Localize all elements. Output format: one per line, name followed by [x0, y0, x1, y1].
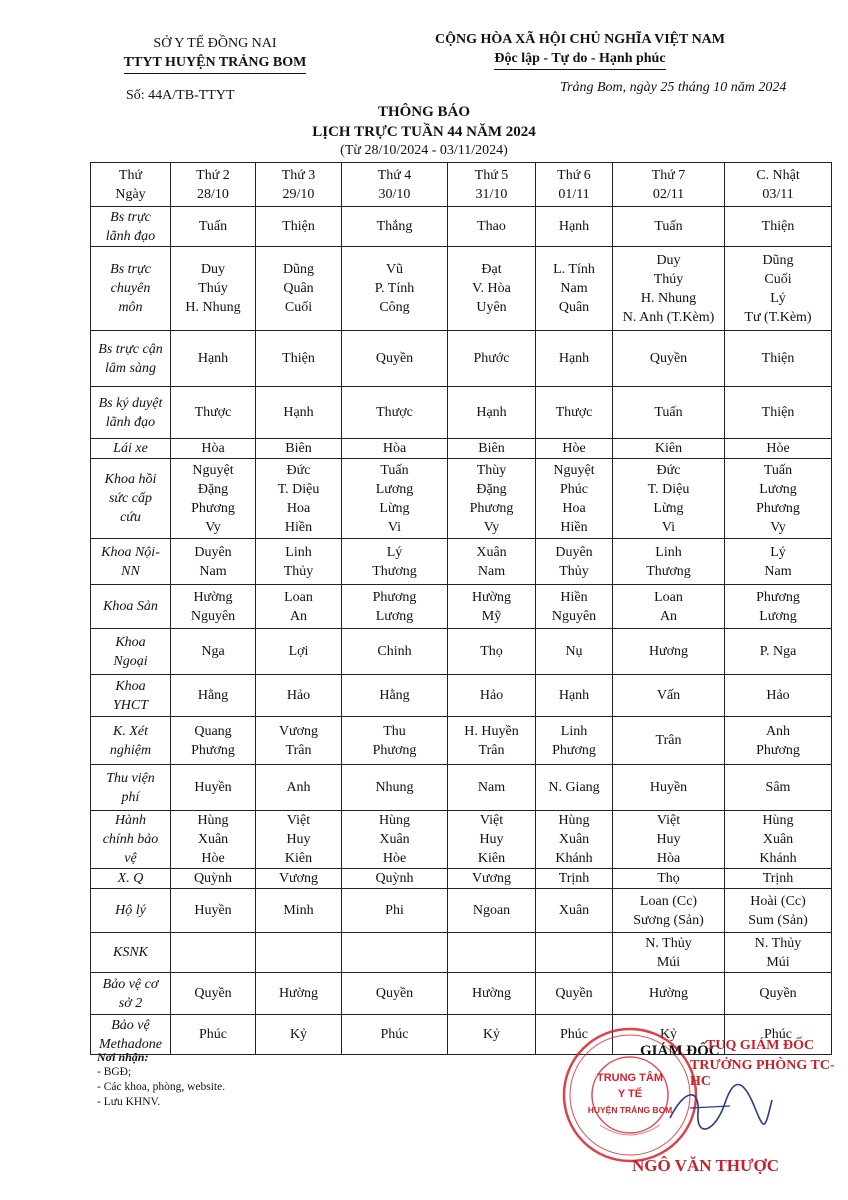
table-cell: Hạnh	[448, 387, 536, 439]
table-cell: Hoài (Cc) Sum (Sản)	[725, 889, 832, 933]
table-cell: Thiện	[256, 207, 342, 247]
table-cell: Thắng	[342, 207, 448, 247]
table-cell: Kỷ	[613, 1015, 725, 1055]
table-cell: Lợi	[256, 629, 342, 675]
table-cell: Thọ	[613, 869, 725, 889]
row-label: Khoa Nội- NN	[91, 539, 171, 585]
recipient-item: - Các khoa, phòng, website.	[97, 1081, 226, 1093]
table-cell: Vấn	[613, 675, 725, 717]
row-label: Hành chính bảo vệ	[91, 811, 171, 869]
table-cell: Tuấn	[171, 207, 256, 247]
issuer-department: SỞ Y TẾ ĐỒNG NAI	[153, 36, 277, 51]
row-label: X. Q	[91, 869, 171, 889]
table-cell: Duy Thúy H. Nhung N. Anh (T.Kèm)	[613, 247, 725, 331]
table-cell: Hạnh	[256, 387, 342, 439]
table-cell: Hường	[256, 973, 342, 1015]
table-cell: Lý Nam	[725, 539, 832, 585]
table-cell: Tuấn Lương Lừng Vi	[342, 459, 448, 539]
row-label: K. Xét nghiệm	[91, 717, 171, 765]
table-row	[91, 439, 832, 459]
table-cell: Hằng	[342, 675, 448, 717]
table-row	[91, 585, 832, 629]
table-cell: N. Thủy Múi	[613, 933, 725, 973]
table-row	[91, 675, 832, 717]
document-title: THÔNG BÁO	[377, 104, 471, 120]
table-cell: Xuân	[536, 889, 613, 933]
row-label: Khoa Ngoại	[91, 629, 171, 675]
table-cell: Thùy Đặng Phương Vy	[448, 459, 536, 539]
signer-title: GIÁM ĐỐC	[640, 1043, 720, 1059]
table-cell: Quyền	[342, 973, 448, 1015]
table-cell: Hường Mỹ	[448, 585, 536, 629]
table-row	[91, 717, 832, 765]
table-cell: Quang Phương	[171, 717, 256, 765]
table-cell: Quỳnh	[342, 869, 448, 889]
table-cell: Đức T. Diệu Hoa Hiền	[256, 459, 342, 539]
table-cell: Huyền	[613, 765, 725, 811]
table-cell: Hạnh	[536, 331, 613, 387]
table-cell: L. Tính Nam Quân	[536, 247, 613, 331]
table-cell: Linh Phương	[536, 717, 613, 765]
table-cell: Duy Thúy H. Nhung	[171, 247, 256, 331]
table-cell: Quyền	[536, 973, 613, 1015]
table-cell: Hiền Nguyên	[536, 585, 613, 629]
signer-position: TRƯỞNG PHÒNG TC-HC	[690, 1058, 835, 1089]
table-cell: Duyên Nam	[171, 539, 256, 585]
table-cell: Dũng Cuối Lý Tư (T.Kèm)	[725, 247, 832, 331]
table-cell: Hảo	[725, 675, 832, 717]
table-cell: Vũ P. Tính Công	[342, 247, 448, 331]
column-header: Thứ 3 29/10	[256, 163, 342, 207]
table-cell: Anh	[256, 765, 342, 811]
table-cell: Hạnh	[536, 675, 613, 717]
table-cell: Linh Thương	[613, 539, 725, 585]
table-cell: Hảo	[256, 675, 342, 717]
table-cell: Việt Huy Hòa	[613, 811, 725, 869]
table-row	[91, 331, 832, 387]
table-cell: Linh Thủy	[256, 539, 342, 585]
table-cell: Biên	[256, 439, 342, 459]
table-cell: Hùng Xuân Hòe	[171, 811, 256, 869]
table-cell: Quyền	[171, 973, 256, 1015]
table-cell	[448, 933, 536, 973]
table-cell: Phương Lương	[342, 585, 448, 629]
table-row	[91, 933, 832, 973]
table-row	[91, 973, 832, 1015]
document-subtitle: LỊCH TRỰC TUẦN 44 NĂM 2024	[312, 124, 536, 140]
row-label: KSNK	[91, 933, 171, 973]
table-cell: Đức T. Diệu Lừng Vi	[613, 459, 725, 539]
table-cell: Phúc	[536, 1015, 613, 1055]
table-cell: Việt Huy Kiên	[256, 811, 342, 869]
table-cell: P. Nga	[725, 629, 832, 675]
table-cell: Trịnh	[725, 869, 832, 889]
table-cell: Hòe	[536, 439, 613, 459]
table-cell: Huyền	[171, 889, 256, 933]
table-row	[91, 811, 832, 869]
table-cell: Trịnh	[536, 869, 613, 889]
table-cell: Thược	[342, 387, 448, 439]
table-cell: Sâm	[725, 765, 832, 811]
table-cell: Hằng	[171, 675, 256, 717]
table-cell: Phi	[342, 889, 448, 933]
table-cell: Vương	[256, 869, 342, 889]
table-cell: Hạnh	[536, 207, 613, 247]
table-cell: H. Huyền Trân	[448, 717, 536, 765]
table-cell: Phước	[448, 331, 536, 387]
table-row	[91, 207, 832, 247]
table-cell: Ngoan	[448, 889, 536, 933]
table-cell: Việt Huy Kiên	[448, 811, 536, 869]
date-range: (Từ 28/10/2024 - 03/11/2024)	[340, 143, 508, 158]
table-cell: Kỷ	[448, 1015, 536, 1055]
table-cell: Trân	[613, 717, 725, 765]
table-cell: Đạt V. Hòa Uyên	[448, 247, 536, 331]
table-cell: Huyền	[171, 765, 256, 811]
row-label: Thu viện phí	[91, 765, 171, 811]
table-cell: Nguyệt Phúc Hoa Hiền	[536, 459, 613, 539]
table-cell: Hường	[613, 973, 725, 1015]
seal-text: Y TẾ	[617, 1088, 643, 1100]
row-label: Khoa Sản	[91, 585, 171, 629]
row-label: Bảo vệ Methadone	[91, 1015, 171, 1055]
table-cell: Phúc	[342, 1015, 448, 1055]
table-cell: Biên	[448, 439, 536, 459]
table-cell: Lý Thương	[342, 539, 448, 585]
signer-authority: TUQ GIÁM ĐỐC	[706, 1038, 815, 1053]
table-row	[91, 539, 832, 585]
table-cell: Phúc	[171, 1015, 256, 1055]
table-row	[91, 387, 832, 439]
document-date: Trảng Bom, ngày 25 tháng 10 năm 2024	[560, 80, 787, 95]
table-cell: Nguyệt Đặng Phương Vy	[171, 459, 256, 539]
row-label: Khoa hồi sức cấp cứu	[91, 459, 171, 539]
column-header: Thứ 7 02/11	[613, 163, 725, 207]
column-header: C. Nhật 03/11	[725, 163, 832, 207]
national-motto-block	[410, 30, 750, 70]
issuer-unit: TTYT HUYỆN TRẢNG BOM	[124, 53, 307, 74]
table-row	[91, 247, 832, 331]
row-label: Hộ lý	[91, 889, 171, 933]
table-cell: Kiên	[613, 439, 725, 459]
table-cell: Hùng Xuân Hòe	[342, 811, 448, 869]
table-cell: Nhung	[342, 765, 448, 811]
row-label: Bảo vệ cơ sở 2	[91, 973, 171, 1015]
table-cell: Thược	[171, 387, 256, 439]
table-cell	[171, 933, 256, 973]
recipients-heading: Nơi nhận:	[97, 1050, 149, 1064]
row-label: Bs trực cận lâm sàng	[91, 331, 171, 387]
table-cell: Hùng Xuân Khánh	[536, 811, 613, 869]
table-cell: Minh	[256, 889, 342, 933]
table-cell: Hường Nguyên	[171, 585, 256, 629]
table-cell: Vương	[448, 869, 536, 889]
table-cell: Phúc	[725, 1015, 832, 1055]
issuer-block	[90, 34, 340, 74]
table-cell: Hòe	[725, 439, 832, 459]
column-header: Thứ 4 30/10	[342, 163, 448, 207]
table-cell: Quyền	[725, 973, 832, 1015]
row-label: Khoa YHCT	[91, 675, 171, 717]
table-cell: Thọ	[448, 629, 536, 675]
table-cell: Tuấn Lương Phương Vy	[725, 459, 832, 539]
recipient-item: - BGĐ;	[97, 1066, 132, 1078]
column-header: Thứ 5 31/10	[448, 163, 536, 207]
table-cell: Phương Lương	[725, 585, 832, 629]
column-header: Thứ Ngày	[91, 163, 171, 207]
table-header-row	[91, 163, 832, 207]
table-cell: Loan (Cc) Sương (Sản)	[613, 889, 725, 933]
table-cell: Hạnh	[171, 331, 256, 387]
table-row	[91, 459, 832, 539]
table-cell: Nụ	[536, 629, 613, 675]
table-cell: Kỷ	[256, 1015, 342, 1055]
table-cell: Loan An	[613, 585, 725, 629]
table-cell: Thiện	[725, 387, 832, 439]
table-row	[91, 765, 832, 811]
table-cell: N. Giang	[536, 765, 613, 811]
recipients-block	[97, 1050, 225, 1110]
table-cell: Chinh	[342, 629, 448, 675]
table-row	[91, 629, 832, 675]
table-cell: Tuấn	[613, 207, 725, 247]
table-cell: Hảo	[448, 675, 536, 717]
row-label: Bs ký duyệt lãnh đạo	[91, 387, 171, 439]
table-cell: Hòa	[342, 439, 448, 459]
table-cell: Hòa	[171, 439, 256, 459]
row-label: Bs trực lãnh đạo	[91, 207, 171, 247]
signer-name: NGÔ VĂN THƯỢC	[632, 1156, 780, 1175]
table-cell: Quyền	[613, 331, 725, 387]
table-cell	[536, 933, 613, 973]
column-header: Thứ 2 28/10	[171, 163, 256, 207]
column-header: Thứ 6 01/11	[536, 163, 613, 207]
table-cell: Quyền	[342, 331, 448, 387]
table-cell: Dũng Quân Cuối	[256, 247, 342, 331]
table-cell: Thu Phương	[342, 717, 448, 765]
table-cell: Hường	[448, 973, 536, 1015]
table-cell: Duyên Thủy	[536, 539, 613, 585]
table-cell: Hùng Xuân Khánh	[725, 811, 832, 869]
table-cell: Quỳnh	[171, 869, 256, 889]
table-cell: Nam	[448, 765, 536, 811]
country-name: CỘNG HÒA XÃ HỘI CHỦ NGHĨA VIỆT NAM	[434, 32, 725, 47]
table-cell	[256, 933, 342, 973]
table-cell: Vương Trân	[256, 717, 342, 765]
table-cell: Thiện	[725, 331, 832, 387]
table-cell: Tuấn	[613, 387, 725, 439]
table-cell: Hương	[613, 629, 725, 675]
table-row	[91, 889, 832, 933]
seal-text: TRUNG TÂM	[597, 1072, 663, 1084]
table-cell: Thược	[536, 387, 613, 439]
table-cell: Thao	[448, 207, 536, 247]
table-cell: Nga	[171, 629, 256, 675]
motto: Độc lập - Tự do - Hạnh phúc	[494, 49, 665, 70]
table-row	[91, 869, 832, 889]
table-cell: Loan An	[256, 585, 342, 629]
document-number: Số: 44A/TB-TTYT	[126, 88, 235, 103]
seal-text: HUYỆN TRẢNG BOM	[587, 1105, 673, 1115]
recipient-item: - Lưu KHNV.	[97, 1096, 161, 1108]
handwritten-signature	[660, 1078, 780, 1138]
table-cell: Xuân Nam	[448, 539, 536, 585]
duty-schedule-table	[90, 162, 832, 1055]
table-cell	[342, 933, 448, 973]
table-cell: Thiện	[256, 331, 342, 387]
table-cell: N. Thủy Múi	[725, 933, 832, 973]
table-cell: Anh Phương	[725, 717, 832, 765]
table-cell: Thiện	[725, 207, 832, 247]
row-label: Bs trực chuyên môn	[91, 247, 171, 331]
row-label: Lái xe	[91, 439, 171, 459]
